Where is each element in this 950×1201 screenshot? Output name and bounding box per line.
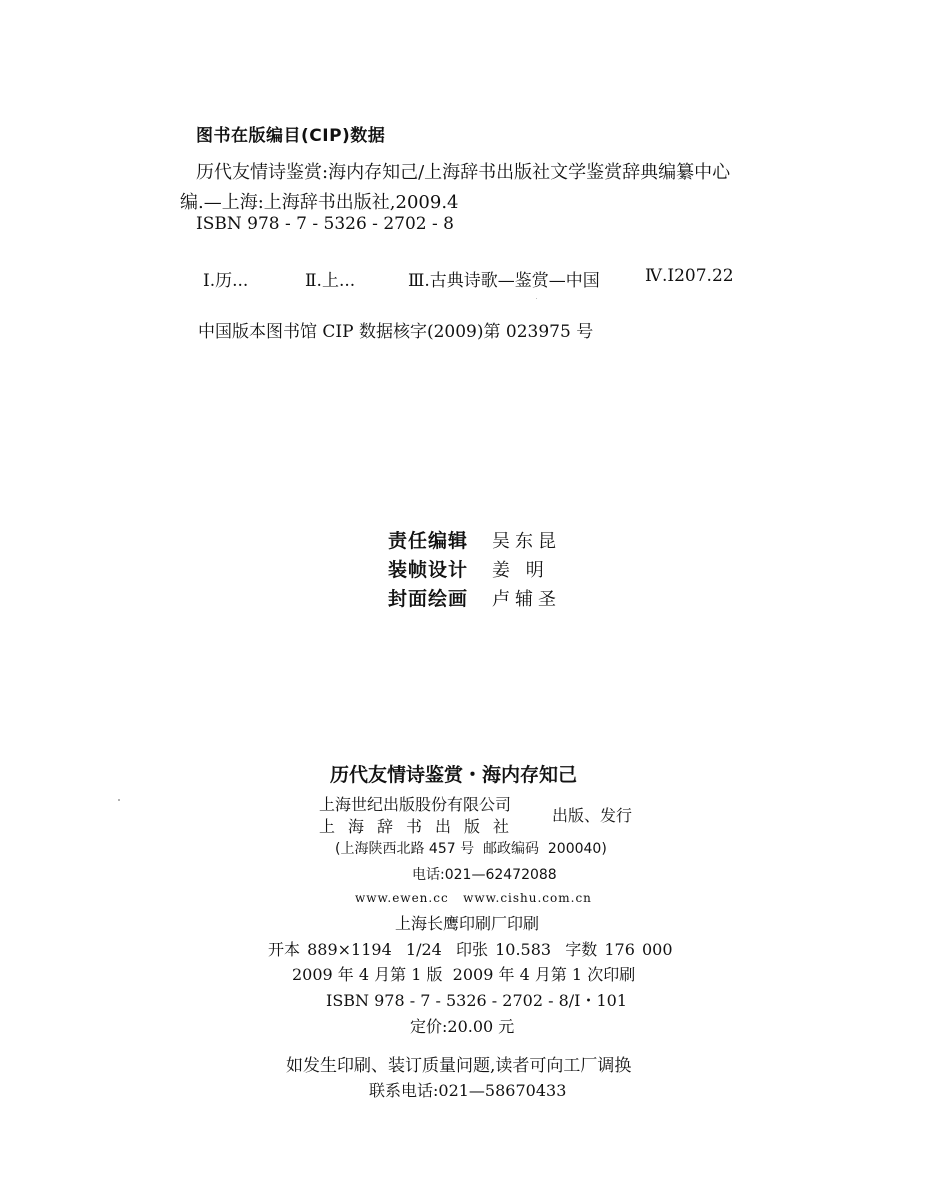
credit-role: 装帧设计 (388, 559, 469, 581)
cip-heading: 图书在版编目(CIP)数据 (196, 126, 386, 146)
credit-row (388, 554, 561, 583)
publish-role: 出版、发行 (552, 806, 633, 825)
cip-subject-4: Ⅳ.I207.22 (645, 266, 734, 286)
credit-role: 封面绘画 (388, 588, 469, 610)
printer: 上海长鹰印刷厂印刷 (395, 914, 540, 933)
credit-role: 责任编辑 (388, 530, 469, 552)
publisher-name-2: 上海辞书出版社 (319, 817, 523, 836)
cip-subject-2: Ⅱ.上... (305, 271, 356, 291)
credit-name: 吴东昆 (492, 530, 561, 552)
credit-row (388, 583, 561, 612)
price: 定价:20.00 元 (410, 1017, 515, 1036)
credit-name: 卢辅圣 (492, 588, 561, 610)
credit-name: 姜 明 (492, 559, 549, 581)
scan-speck (118, 799, 120, 801)
cip-subject-line (0, 266, 950, 290)
publisher-address: (上海陕西北路 457 号 邮政编码 200040) (335, 841, 607, 857)
publisher-phone: 电话:021—62472088 (412, 867, 557, 883)
scan-speck (536, 298, 537, 299)
cip-isbn: ISBN 978 - 7 - 5326 - 2702 - 8 (196, 214, 454, 234)
cip-title-line: 历代友情诗鉴赏:海内存知己/上海辞书出版社文学鉴赏辞典编纂中心 (196, 162, 731, 183)
colophon-isbn: ISBN 978 - 7 - 5326 - 2702 - 8/I・101 (326, 991, 628, 1010)
cip-subject-1: Ⅰ.历... (203, 271, 249, 291)
defect-notice: 如发生印刷、装订质量问题,读者可向工厂调换 (286, 1056, 632, 1076)
cip-publication-line: 编.—上海:上海辞书出版社,2009.4 (180, 192, 459, 213)
publisher-websites: www.ewen.cc www.cishu.com.cn (355, 891, 592, 905)
credits-block (388, 525, 561, 612)
credit-row (388, 525, 561, 554)
cip-subject-3: Ⅲ.古典诗歌—鉴赏—中国 (408, 271, 600, 291)
print-specs: 开本 889×1194 1/24 印张 10.583 字数 176 000 (268, 940, 673, 959)
cip-approval-number: 中国版本图书馆 CIP 数据核字(2009)第 023975 号 (198, 322, 594, 342)
publisher-name-1: 上海世纪出版股份有限公司 (319, 795, 512, 814)
edition-info: 2009 年 4 月第 1 版 2009 年 4 月第 1 次印刷 (292, 965, 636, 984)
book-title: 历代友情诗鉴赏・海内存知己 (330, 764, 578, 786)
contact-phone: 联系电话:021—58670433 (369, 1081, 567, 1100)
